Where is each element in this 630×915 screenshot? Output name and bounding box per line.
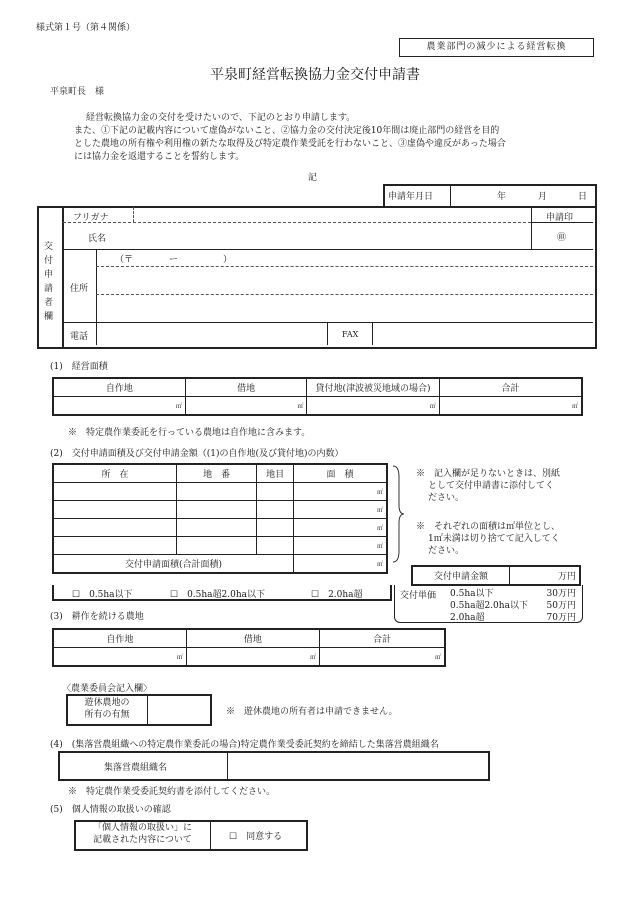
idle-farmland-label: 遊休農地の 所有の有無 [84,698,130,720]
name-label: 氏名 [88,234,107,244]
committee-title: 〈農業委員会記入欄〉 [62,684,153,694]
sec2-title: (2) 交付申請面積及び交付申請金額（(1)の自作地(及び貸付地)の内数） [50,449,344,459]
amount-label: 交付申請金額 [412,566,509,585]
price-values: 30万円 50万円 70万円 [546,589,576,623]
header-area: 面 積 [293,464,387,483]
fax-label: FAX [342,330,359,339]
amount-table [411,565,581,586]
header-location: 所 在 [53,464,177,483]
own-land-input[interactable]: ㎡ [53,397,185,416]
continued-farmland-table [52,628,446,667]
management-area-table [52,377,583,416]
header-total: 合計 [439,378,582,397]
header-total: 合計 [320,629,445,648]
phone-label: 電話 [70,332,89,342]
total-area-input[interactable]: ㎡ [293,555,387,574]
intro-line-2: また、①下記の記載内容について虚偽がないこと、②協力金の交付決定後10年間は廃止部門の経営を目的 [74,126,500,136]
furigana-label: フリガナ [73,213,109,223]
intro-line-3: とした農地の所有権や利用権の新たな取得及び特定農作業受託を行わないこと、③虚偽や違反があった場合 [74,139,506,149]
organization-input[interactable] [229,753,484,779]
total-input[interactable]: ㎡ [439,397,582,416]
sec5-title: (5) 個人情報の取扱いの確認 [50,805,171,815]
idle-farmland-input[interactable] [149,696,206,724]
header-lent-land: 貸付地(津波被災地域の場合) [307,378,439,397]
date-year: 年 [497,191,507,202]
application-area-table [52,463,388,574]
category-badge: 農業部門の減少による経営転換 [399,38,594,57]
total-input[interactable]: ㎡ [320,648,445,667]
intro-line-1: 経営転換協力金の交付を受けたいので、下記のとおり申請します。 [86,113,356,123]
unit-price-label: 交付単価 [400,591,437,601]
ki-label: 記 [308,173,318,183]
check-under-05[interactable]: ☐ 0.5ha以下 [72,590,133,600]
price-ranges: 0.5ha以下 0.5ha超2.0ha以下 2.0ha超 [450,589,528,623]
table-row: ㎡ [53,519,387,537]
fax-input[interactable] [373,323,592,344]
total-area-label: 交付申請面積(合計面積) [53,555,293,574]
address-input[interactable] [97,267,592,321]
brace-icon [391,465,405,563]
form-number: 様式第１号（第４関係） [36,23,136,33]
table-row: ㎡ [53,537,387,555]
header-lot-number: 地 番 [177,464,257,483]
sec1-note: ※ 特定農作業委託を行っている農地は自作地に含みます。 [68,428,311,438]
table-row: ㎡ [53,501,387,519]
table-row: ㎡ [53,483,387,501]
page-title: 平泉町経営転換協力金交付申請書 [210,67,420,83]
own-land-input[interactable]: ㎡ [53,648,186,667]
sec2-note-2: ※ それぞれの面積は㎡単位とし、 1㎡未満は切り捨てて記入してく ださい。 [416,522,561,556]
intro-line-4: には協力金を返還することを誓約します。 [74,152,245,162]
address-label: 住所 [70,284,89,294]
committee-note: ※ 遊休農地の所有者は申請できません。 [226,707,398,717]
lent-land-input[interactable]: ㎡ [307,397,439,416]
sec1-title: (1) 経営面積 [50,362,108,372]
header-leased-land: 借地 [186,629,319,648]
header-own-land: 自作地 [53,378,185,397]
header-land-category: 地目 [257,464,294,483]
sec4-note: ※ 特定農作業受委託契約書を添付してください。 [68,787,276,797]
date-day: 日 [578,191,588,202]
header-own-land: 自作地 [53,629,186,648]
organization-label: 集落営農組織名 [104,762,168,773]
header-leased-land: 借地 [185,378,307,397]
date-month: 月 [538,191,548,202]
sec3-title: (3) 耕作を続ける農地 [50,612,144,622]
leased-land-input[interactable]: ㎡ [186,648,319,667]
application-date-label: 申請年月日 [388,191,434,202]
seal-label: 申請印 [546,213,574,223]
seal-mark: ㊞ [557,233,567,243]
leased-land-input[interactable]: ㎡ [185,397,307,416]
sec4-title: (4) (集落営農組織への特定農作業委託の場合)特定農作業受委託契約を締結した集落営農組織名 [50,740,439,750]
phone-input[interactable] [97,323,326,344]
postal-code: （〒 ー ） [115,255,233,265]
addressee: 平泉町長 様 [50,87,105,97]
sec2-note-1: ※ 記入欄が足りないときは、別紙 として交付申請書に添付してく ださい。 [416,469,561,503]
privacy-label: 「個人情報の取扱い」に 記載された内容について [92,823,192,845]
applicant-side-label: 交 付 申 請 者 欄 [44,242,54,322]
check-05-to-20[interactable]: ☐ 0.5ha超2.0ha以下 [170,590,266,600]
consent-checkbox[interactable]: ☐ 同意する [229,832,283,842]
name-input[interactable] [134,223,530,248]
amount-input[interactable]: 万円 [509,566,580,585]
check-over-20[interactable]: ☐ 2.0ha超 [311,590,363,600]
